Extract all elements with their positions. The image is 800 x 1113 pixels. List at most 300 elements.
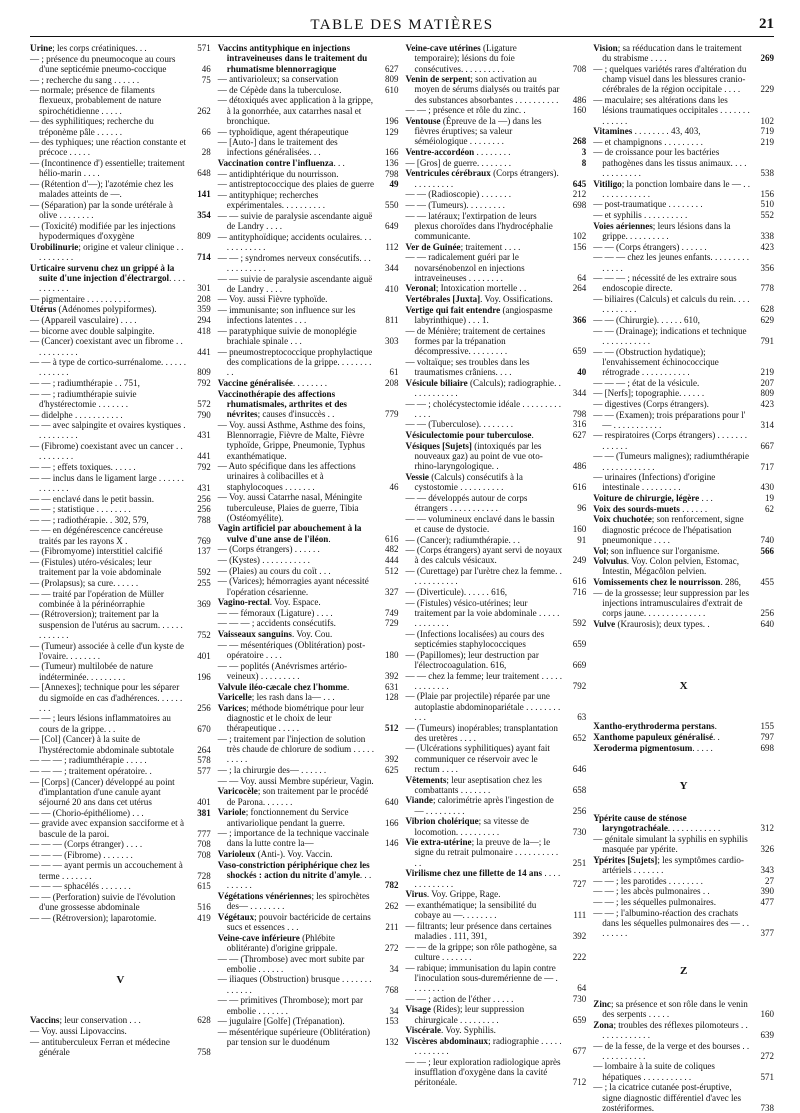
entry-page: 377 [760,928,774,939]
entry-page: 571 [760,1071,774,1082]
index-entry [406,493,587,514]
entry-page: 132 [385,1037,399,1048]
index-entry [406,921,587,942]
entry-page: 798 [572,408,587,419]
entry-text: — bicorne avec double salpingite. [30,325,155,336]
index-entry [30,515,211,525]
entry-page: 578 [197,755,211,766]
entry-text: — — inclus dans le ligament large . . . . . . . . . . . . . [30,472,184,493]
entry-text: — (Varices); hémorragies ayant nécessité l'opération césarienne. [217,576,369,597]
entry-text: Zinc; sa présence et son rôle dans le venin des serpents . . . . . [593,998,748,1019]
index-entry [218,608,399,618]
index-entry [406,671,587,692]
entry-text: — pigmentaire . . . . . . . . . . [30,293,131,304]
index-entry [593,546,774,556]
entry-page: 782 [385,880,399,891]
entry-page: 809 [197,367,211,378]
entry-page: 777 [197,828,211,839]
entry-text: — — (Chorio-épithéliome) . . . [30,807,144,818]
index-entry [406,200,587,210]
index-entry [406,566,587,587]
index-entry [593,179,774,200]
entry-text: — — ; présence et rôle du zinc. . [405,105,526,116]
entry-page: 423 [760,241,774,252]
entry-page: 629 [760,314,774,325]
entry-page: 111 [573,910,587,921]
index-entry [30,1015,211,1025]
entry-text: — iliaques (Obstruction) brusque . . . . . . . . . . . . . [217,974,372,995]
entry-page: 196 [385,115,399,126]
entry-page: 717 [760,461,774,472]
index-entry [593,1041,774,1062]
entry-page: 788 [197,514,211,525]
index-entry [218,544,399,554]
index-entry [218,576,399,597]
entry-page: 628 [197,1015,211,1026]
index-entry [593,1020,774,1041]
entry-text: — — — ; traitement opératoire. . [30,765,152,776]
index-entry [218,786,399,807]
entry-text: Veine-cave utérines (Ligature temporaire); lésions du foie consécutives. . . . . . . . . . [405,43,517,74]
entry-page: 809 [385,74,399,85]
entry-page: 249 [572,555,587,566]
entry-text: — génitale simulant la syphilis en syphilis masquée par ypérite. [593,834,748,855]
entry-page: 28 [201,147,211,158]
entry-text: — ; importance de la technique vaccinale dans la lutte contre la— [217,828,369,849]
index-entry [593,886,774,896]
entry-page: 64 [577,983,587,994]
index-entry [218,253,399,274]
entry-page: 758 [197,1046,211,1057]
index-entry [218,1027,399,1048]
entry-page: 631 [385,681,399,692]
entry-page: 516 [197,902,211,913]
entry-page: 730 [572,826,587,837]
index-entry [218,692,399,702]
entry-text: — antistreptococcique des plaies de guerre [217,179,375,190]
entry-page: 256 [197,493,211,504]
entry-page: 262 [385,901,399,912]
entry-page: 791 [760,335,774,346]
entry-text: — urinaires (Infections) d'origine intestinale . . . . . . . . . [593,472,716,493]
entry-text: — [Gros] de guerre. . . . . . . . [405,157,512,168]
entry-page: 366 [572,314,587,325]
entry-page: 728 [197,870,211,881]
entry-page: 510 [760,199,774,210]
entry-text: Ventouse (Épreuve de la —) dans les fièvres éruptives; sa valeur séméiologique . . . . . . . . [405,115,542,147]
entry-page: 512 [385,723,399,734]
entry-text: — — ; radiumthérapie suivie d'hystérectomie . . . . . . . [30,388,137,409]
entry-page: 646 [572,763,587,774]
index-entry [30,43,211,53]
entry-page: 410 [385,283,399,294]
entry-page: 46 [201,63,211,74]
entry-text: Vibrion cholérique; sa vitesse de locomotion. . . . . . . . . . [405,816,529,837]
index-entry [218,860,399,891]
entry-page: 627 [385,63,399,74]
entry-text: — Voy. aussi Fièvre typhoïde. [217,294,328,305]
index-entry [30,808,211,818]
index-entry [30,661,211,682]
index-entry [593,221,774,242]
entry-text: — — — (Fibrome) . . . . . . . [30,849,133,860]
index-entry [593,210,774,220]
entry-text: — biliaires (Calculs) et calculs du rein. . . . . . . . . . . . [593,294,750,315]
index-entry [30,200,211,221]
entry-text: — — — ; accidents consécutifs. [217,618,336,629]
entry-page: 752 [197,629,211,640]
entry-text: Vol; son influence sur l'organisme. [593,545,720,556]
index-entry [593,326,774,347]
entry-text: — Voy. aussi Catarrhe nasal, Méningite tuberculeuse, Plaies de guerre, Tibia (Ostéomyélite). [217,492,363,523]
index-entry [593,556,774,577]
entry-page: 778 [760,283,774,294]
entry-page: 431 [197,430,211,441]
index-entry [593,588,774,619]
running-header [30,14,774,37]
index-entry [218,274,399,295]
index-entry [406,650,587,671]
entry-page: 390 [760,886,774,897]
index-entry [218,158,399,168]
index-entry [218,43,399,74]
index-entry [30,85,211,116]
entry-page: 211 [385,921,399,932]
index-entry [30,494,211,504]
entry-text: Zona; troubles des réflexes pilomoteurs . . . . . . . . . . . . . [593,1019,748,1040]
index-entry [30,892,211,913]
entry-text: — maculaire; ses altérations dans les lésions traumatiques occipitales . . . . . . . . . . . . . [593,95,750,126]
index-entry [406,419,587,429]
entry-page: 430 [760,482,774,493]
entry-text: — (Curettage) par l'urètre chez la femme. . . . . . . . . . . . [405,566,562,587]
index-entry [406,837,587,868]
index-entry [30,881,211,891]
entry-text: — — — sphacélés . . . . . . . [30,881,131,892]
entry-page: 577 [197,765,211,776]
index-entry [593,743,774,753]
entry-text: Viscères abdominaux; radiographie . . . . . . . . . . . . . [405,1035,562,1057]
entry-page: 196 [197,671,211,682]
entry-text: Xantho-erythroderma perstans. [593,721,717,732]
entry-text: — ; la chirurgie des— . . . . . . [217,765,327,776]
entry-page: 160 [572,523,587,534]
entry-text: — (Tumeur) multilobée de nature indéterminée. . . . . . . . . [30,661,153,682]
entry-text: Vertige qui fait entendre (angiospasme labyrinthique) . . . 1. [405,304,553,325]
entry-text: — — à type de cortico-surrénalome. . . . . . . . . . . . . [30,357,187,378]
index-entry [406,994,587,1004]
entry-text: — (Appareil vasculaire) . . . . [30,314,137,325]
index-entry [218,127,399,137]
index-entry [218,137,399,158]
index-entry [406,294,587,304]
entry-page: 141 [197,189,211,200]
index-entry [30,336,211,357]
page-number: 21 [759,16,774,32]
index-entry [593,126,774,136]
entry-text: — — — ; nécessité de les extraire sous endoscopie directe. [593,273,737,294]
entry-page: 160 [572,105,587,116]
entry-text: — de la fesse, de la verge et des bourses . . . . . . . . . . . . [593,1040,750,1061]
index-entry [30,221,211,242]
index-entry [406,158,587,168]
entry-text: Varioleux (Anti-). Voy. Vaccin. [217,849,333,860]
index-entry [593,855,774,876]
index-entry [593,897,774,907]
entry-page: 809 [760,388,774,399]
entry-text: Vésicule biliaire (Calculs); radiographie. . . . . . . . . . . . [405,377,561,398]
entry-text: — — en dégénérescence cancéreuse traités par les rayons X . [30,525,163,546]
index-entry [406,399,587,420]
index-entry [406,868,587,889]
index-entry [218,891,399,912]
entry-text: — — (Thrombose) avec mort subite par embolie . . . . . . [217,953,365,974]
entry-page: 303 [385,336,399,347]
section-letter: X [679,680,688,693]
entry-text: — (Séparation) par la sonde urétérale à olive . . . . . . . . [30,199,173,221]
index-entry [406,147,587,157]
entry-page: 369 [197,598,211,609]
entry-text: Vitiligo; la ponction lombaire dans le — . . . . . . . . . . . . . [593,178,751,199]
index-entry [30,755,211,765]
entry-text: Voix des sourds-muets . . . . . . [593,503,708,514]
entry-page: 670 [197,723,211,734]
entry-page: 344 [385,262,399,273]
entry-text: Voies aériennes; leurs lésions dans la grippe. . . . . . . . . . [593,220,731,242]
index-entry [30,326,211,336]
entry-page: 40 [577,367,587,377]
entry-page: 146 [385,838,399,849]
index-entry [593,410,774,431]
entry-page: 155 [760,721,774,732]
entry-text: — — ; action de l'éther . . . . . [405,993,514,1004]
index-entry [30,913,211,923]
entry-page: 208 [197,293,211,304]
index-entry [406,775,587,796]
entry-text: — — ; leurs lésions inflammatoires au cours de la grippe. . . [30,713,171,734]
index-entry [593,199,774,209]
entry-text: — (Rétention d'—); l'azotémie chez les malades atteints de —. [30,178,174,200]
entry-text: — (Corps étrangers) . . . . . . [217,544,320,555]
entry-text: Vulve (Kraurosis); deux types. . [593,618,710,629]
entry-page: 212 [572,189,587,200]
entry-text: — gravide avec expansion sacciforme et à bascule de la paroi. [30,818,185,839]
index-entry [30,441,211,462]
entry-page: 714 [197,251,211,262]
entry-page: 486 [572,461,587,472]
entry-text: — de croissance pour les bactéries pathogènes dans les tissus animaux. . . . . . . . . . . . . [593,147,747,178]
entry-text: — [Auto-] dans le traitement des infections généralisées. . . [217,137,338,158]
index-column-4 [593,43,774,1113]
entry-page: 207 [760,377,774,388]
entry-text: Vessie (Calculs) consécutifs à la cystostomie . . . . . . . . . . [405,471,523,493]
entry-text: Voix chuchotée; son renforcement, signe diagnostic précoce de l'hépatisation pneumonique . . . . [593,514,744,545]
entry-page: 811 [385,315,399,326]
entry-page: 648 [197,168,211,179]
entry-text: — (Tumeur) associée à celle d'un kyste de l'ovaire. . . . . . . . [30,640,185,661]
entry-text: Vaso-constriction périphérique chez les shockés : action du nitrite d'amyle. . . . . . . . . [217,859,372,891]
entry-page: 719 [760,126,774,137]
entry-page: 730 [572,993,587,1004]
entry-page: 180 [385,650,399,660]
index-entry [218,566,399,576]
entry-page: 129 [385,126,399,137]
entry-page: 441 [197,346,211,357]
entry-page: 698 [760,742,774,753]
entry-text: Vaccine généralisée. . . . . . . . [217,378,328,389]
entry-text: — [Nerfs]; topographie. . . . . . [593,388,705,399]
index-entry [218,849,399,859]
entry-page: 251 [572,857,587,868]
entry-page: 729 [385,618,399,629]
index-entry [218,776,399,786]
entry-text: — — ; effets toxiques. . . . . . [30,461,136,472]
index-entry [30,525,211,546]
entry-text: — détoxiqués avec application à la grippe, à la gonorrhée, aux catarrhes nasal et bronchique. [217,95,374,126]
entry-text: Vaccination contre l'influenza. . . [217,158,345,169]
index-entry [593,347,774,378]
index-entry [30,179,211,200]
entry-text: — — (Perforation) suivie de l'évolution d'une grossesse abdominale [30,892,176,913]
entry-page: 312 [760,823,774,834]
index-entry [218,682,399,692]
entry-text: — (Papillomes); leur destruction par l'électrocoagulation. 616, [405,649,539,670]
index-entry [406,1036,587,1057]
entry-text: — de Ménière; traitement de certaines formes par la trépanation décompressive. . . . . . . . . [405,325,546,357]
entry-text: — (Infections localisées) au cours des septicémies staphylococciques [405,628,545,649]
index-entry [218,95,399,126]
index-entry [593,43,774,64]
entry-page: 455 [760,577,774,588]
index-entry [30,682,211,713]
index-entry [406,242,587,252]
entry-page: 256 [572,805,587,816]
entry-page: 571 [197,43,211,53]
index-entry [218,492,399,523]
index-entry [30,357,211,378]
entry-page: 392 [385,754,399,765]
index-entry [406,168,587,189]
entry-page: 659 [572,638,587,649]
entry-page: 712 [572,1077,587,1088]
index-column-2 [218,43,399,1075]
entry-text: — — de la grippe; son rôle pathogène, sa culture . . . . . . . [405,941,557,962]
entry-text: Varicocèle; son traitement par le procédé de Parona. . . . . . . [217,786,369,807]
entry-page: 592 [572,618,587,629]
entry-text: — et champignons . . . . . . . . . [593,136,703,147]
entry-text: Volvulus. Voy. Colon pelvien, Estomac, Intestin, Mégacôlon pelvien. [593,556,740,577]
index-entry [30,578,211,588]
entry-text: — — poplités (Anévrismes artério-veineux) . . . . . . . . . [217,660,348,681]
entry-text: Varices; méthode biométrique pour leur diagnostic et le choix de leur thérapeutique . . . . . [217,702,364,734]
entry-text: Urine; les corps créatiniques. . . [30,43,147,53]
index-entry [30,420,211,441]
index-entry [218,933,399,954]
entry-page: 550 [385,200,399,211]
entry-page: 749 [385,607,399,618]
index-entry [593,378,774,388]
index-entry [30,294,211,304]
index-columns [30,43,774,1113]
entry-page: 659 [572,1014,587,1025]
entry-text: Vision; sa rééducation dans le traitement du strabisme . . . . [593,43,742,64]
entry-text: — antituberculeux Ferran et médecine générale [30,1036,170,1057]
index-entry [593,721,774,731]
entry-page: 797 [760,732,774,742]
entry-text: — (Fistules) utéro-vésicales; leur traitement par la voie abdominale [30,556,162,578]
entry-text: — — ; radiothérapie. . 302, 579, [30,514,149,525]
entry-text: — (Ulcérations syphilitiques) ayant fait communiquer ce réservoir avec le rectum . . . . [405,743,550,774]
entry-page: 659 [572,346,587,357]
entry-page: 294 [197,314,211,325]
entry-page: 34 [389,963,399,974]
entry-page: 49 [389,179,399,190]
index-column-3 [405,43,587,1088]
index-entry [593,64,774,95]
index-entry [218,828,399,849]
entry-page: 740 [760,534,774,545]
entry-text: — — chez la femme; leur traitement . . . . . . . . . . . . . [405,670,563,691]
index-entry [218,734,399,765]
index-entry [593,242,774,252]
entry-page: 477 [760,897,774,908]
entry-page: 354 [197,210,211,221]
entry-page: 61 [389,367,399,378]
entry-text: — — volumineux enclavé dans le bassin et cause de dystocie. [405,513,555,534]
entry-text: — ; traitement par l'injection de solution très chaude de chlorure de sodium . . . . . . . . . . [217,733,374,765]
index-entry [406,357,587,378]
entry-text: — — — ; radiumthérapie . . . . . [30,755,147,766]
entry-page: 716 [572,586,587,597]
entry-page: 566 [760,545,774,556]
entry-text: — — ; cholécystectomie idéale . . . . . . . . . . . . . [405,398,562,419]
index-entry [406,795,587,816]
entry-page: 512 [385,565,399,576]
index-entry [30,389,211,410]
index-entry [218,629,399,639]
entry-text: Valvule iléo-cæcale chez l'homme. [217,681,350,692]
entry-text: — normale; présence de filaments flexueux, probablement de nature spirochétidienne . . . . . [30,85,162,116]
entry-text: Vésiculectomie pour tuberculose. [405,430,534,441]
index-entry [30,242,211,263]
entry-page: 652 [572,732,587,743]
index-entry [30,54,211,75]
index-entry [218,995,399,1016]
entry-text: — — ; statistique . . . . . . . . [30,504,131,515]
index-entry [406,900,587,921]
index-entry [406,889,587,899]
index-entry [30,609,211,640]
entry-page: 229 [760,84,774,95]
entry-text: — — développés autour de corps étrangers . . . . . . . . . . . [405,492,528,513]
entry-page: 486 [572,94,587,105]
index-entry [30,462,211,472]
index-entry [406,1025,587,1035]
entry-text: — de Cépède dans la tuberculose. [217,84,342,95]
index-entry [406,598,587,629]
entry-page: 727 [572,878,587,889]
entry-text: Voiture de chirurgie, légère . . . [593,493,713,504]
entry-text: Végétations vénériennes; les spirochètes des— . . . . . . . . [217,890,370,912]
entry-page: 615 [197,881,211,892]
entry-text: Vaccinothérapie des affections rhumatismales, arthrites et des névrites; causes d'insuccès . . [217,388,347,420]
entry-text: Vomissements chez le nourrisson. 286, [593,577,741,588]
entry-text: — — ; les abcès pulmonaires . . [593,886,710,897]
entry-page: 338 [760,231,774,242]
entry-text: Viscérale. Voy. Syphilis. [405,1025,496,1036]
entry-text: Ver de Guinée; traitement . . . . [405,241,521,252]
entry-page: 272 [760,1050,774,1061]
